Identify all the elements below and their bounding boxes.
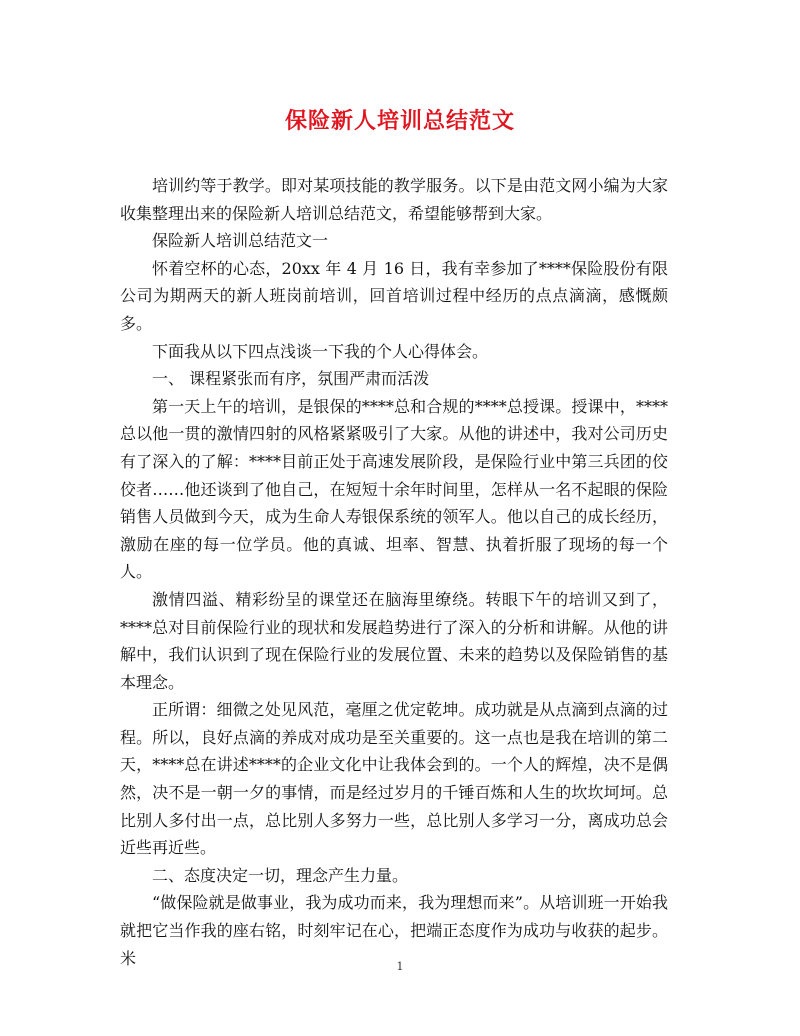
paragraph-intro: 培训约等于教学。即对某项技能的教学服务。以下是由范文网小编为大家收集整理出来的保险新人培训总结范文，希望能够帮到大家。	[120, 176, 668, 223]
paragraph-subtitle: 保险新人培训总结范文一	[152, 231, 329, 251]
section-heading-2: 二、态度决定一切，理念产生力量。	[152, 865, 409, 885]
page-title: 保险新人培训总结范文	[284, 108, 515, 134]
paragraph-5: 正所谓：细微之处见风范，毫厘之优定乾坤。成功就是从点滴到点滴的过程。所以，良好点滴的养成对成功是至关重要的。这一点也是我在培训的第二天，****总在讲述****的企业文化中让我体会到的。一个人的辉煌，决不是偶然，决不是一朝一夕的事情，而是经过岁月的千锤百炼和人生的坎坎坷坷。总比别人多付出一点，总比别人多努力一些，总比别人多学习一分，离成功总会近些再近些。	[120, 700, 668, 858]
paragraph-1: 怀着空杯的心态，20xx 年 4 月 16 日，我有幸参加了****保险股份有限公司为期两天的新人班岗前培训，回首培训过程中经历的点点滴滴，感慨颇多。	[120, 258, 668, 333]
page-number: 1	[396, 960, 404, 973]
paragraph-2: 下面我从以下四点浅谈一下我的个人心得体会。	[152, 341, 489, 361]
paragraph-3: 第一天上午的培训，是银保的****总和合规的****总授课。授课中，****总以他一贯的激情四射的风格紧紧吸引了大家。从他的讲述中，我对公司历史有了深入的了解：****目前正处于高速发展阶段，是保险行业中第三兵团的佼佼者……他还谈到了他自己，在短短十余年时间里，怎样从一名不起眼的保险销售人员做到今天，成为生命人寿银保系统的领军人。他以自己的成长经历，激励在座的每一位学员。他的真诚、坦率、智慧、执着折服了现场的每一个人。	[120, 396, 668, 582]
paragraph-6: “做保险就是做事业，我为成功而来，我为理想而来”。从培训班一开始我就把它当作我的座右铭，时刻牢记在心，把端正态度作为成功与收获的起步。米	[120, 893, 668, 968]
document-body	[120, 172, 668, 972]
section-heading-1: 一、 课程紧张而有序，氛围严肃而活泼	[152, 369, 430, 389]
paragraph-4: 激情四溢、精彩纷呈的课堂还在脑海里缭绕。转眼下午的培训又到了，****总对目前保险行业的现状和发展趋势进行了深入的分析和讲解。从他的讲解中，我们认识到了现在保险行业的发展位置、未来的趋势以及保险销售的基本理念。	[120, 589, 668, 692]
